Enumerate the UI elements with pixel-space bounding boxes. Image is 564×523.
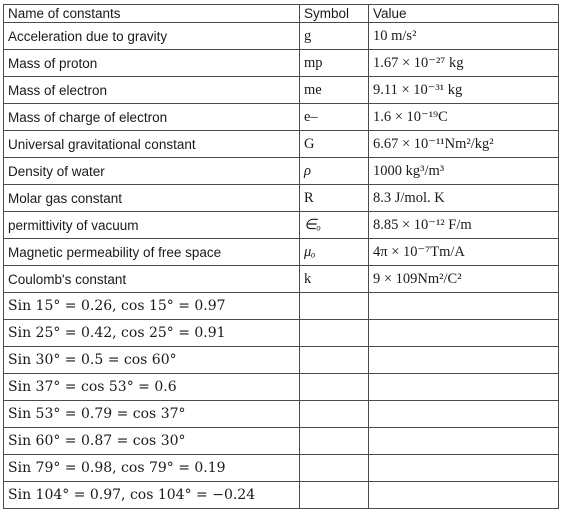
empty-cell (369, 428, 559, 455)
constant-name: Magnetic permeability of free space (4, 239, 300, 266)
empty-cell (369, 320, 559, 347)
empty-cell (369, 401, 559, 428)
trig-value: Sin 15° = 0.26, cos 15° = 0.97 (4, 293, 300, 320)
empty-cell (300, 320, 369, 347)
constant-name: Acceleration due to gravity (4, 23, 300, 50)
trig-row (4, 482, 559, 509)
header-symbol: Symbol (300, 5, 369, 23)
empty-cell (369, 347, 559, 374)
constant-name: Molar gas constant (4, 185, 300, 212)
empty-cell (300, 455, 369, 482)
trig-value: Sin 104° = 0.97, cos 104° = −0.24 (4, 482, 300, 509)
trig-row (4, 401, 559, 428)
constant-value: 9 × 109Nm²/C² (369, 266, 559, 293)
table-row (4, 23, 559, 50)
empty-cell (369, 455, 559, 482)
constant-name: Mass of electron (4, 77, 300, 104)
trig-row (4, 347, 559, 374)
trig-value: Sin 37° = cos 53° = 0.6 (4, 374, 300, 401)
empty-cell (369, 482, 559, 509)
table-row (4, 239, 559, 266)
constant-name: Density of water (4, 158, 300, 185)
constant-name: Universal gravitational constant (4, 131, 300, 158)
table-row (4, 158, 559, 185)
table-row (4, 185, 559, 212)
header-row (4, 5, 559, 23)
constant-symbol: G (300, 131, 369, 158)
constant-symbol: k (300, 266, 369, 293)
constant-name: Coulomb's constant (4, 266, 300, 293)
header-value: Value (369, 5, 559, 23)
empty-cell (369, 293, 559, 320)
table-row (4, 266, 559, 293)
empty-cell (300, 374, 369, 401)
header-name: Name of constants (4, 5, 300, 23)
table-row (4, 50, 559, 77)
empty-cell (300, 482, 369, 509)
table-row (4, 104, 559, 131)
constant-value: 10 m/s² (369, 23, 559, 50)
constant-symbol: g (300, 23, 369, 50)
trig-value: Sin 60° = 0.87 = cos 30° (4, 428, 300, 455)
empty-cell (369, 374, 559, 401)
trig-row (4, 374, 559, 401)
trig-value: Sin 53° = 0.79 = cos 37° (4, 401, 300, 428)
constant-symbol: me (300, 77, 369, 104)
constant-name: Mass of proton (4, 50, 300, 77)
trig-row (4, 320, 559, 347)
trig-value: Sin 25° = 0.42, cos 25° = 0.91 (4, 320, 300, 347)
trig-value: Sin 30° = 0.5 = cos 60° (4, 347, 300, 374)
trig-row (4, 455, 559, 482)
constant-symbol: ∈ₒ (300, 212, 369, 239)
constant-name: permittivity of vacuum (4, 212, 300, 239)
constants-table (3, 4, 559, 509)
constant-value: 1.67 × 10⁻²⁷ kg (369, 50, 559, 77)
constant-value: 6.67 × 10⁻¹¹Nm²/kg² (369, 131, 559, 158)
table-row (4, 131, 559, 158)
trig-value: Sin 79° = 0.98, cos 79° = 0.19 (4, 455, 300, 482)
empty-cell (300, 293, 369, 320)
constant-symbol: R (300, 185, 369, 212)
table-row (4, 77, 559, 104)
constant-value: 1000 kg³/m³ (369, 158, 559, 185)
constant-symbol: ρ (300, 158, 369, 185)
empty-cell (300, 428, 369, 455)
constant-value: 1.6 × 10⁻¹⁹C (369, 104, 559, 131)
empty-cell (300, 401, 369, 428)
table-row (4, 212, 559, 239)
constant-symbol: mp (300, 50, 369, 77)
trig-row (4, 428, 559, 455)
constant-value: 4π × 10⁻⁷Tm/A (369, 239, 559, 266)
constant-value: 8.85 × 10⁻¹² F/m (369, 212, 559, 239)
constant-symbol: e– (300, 104, 369, 131)
constant-value: 8.3 J/mol. K (369, 185, 559, 212)
empty-cell (300, 347, 369, 374)
constant-name: Mass of charge of electron (4, 104, 300, 131)
constant-value: 9.11 × 10⁻³¹ kg (369, 77, 559, 104)
trig-row (4, 293, 559, 320)
constant-symbol: μₒ (300, 239, 369, 266)
